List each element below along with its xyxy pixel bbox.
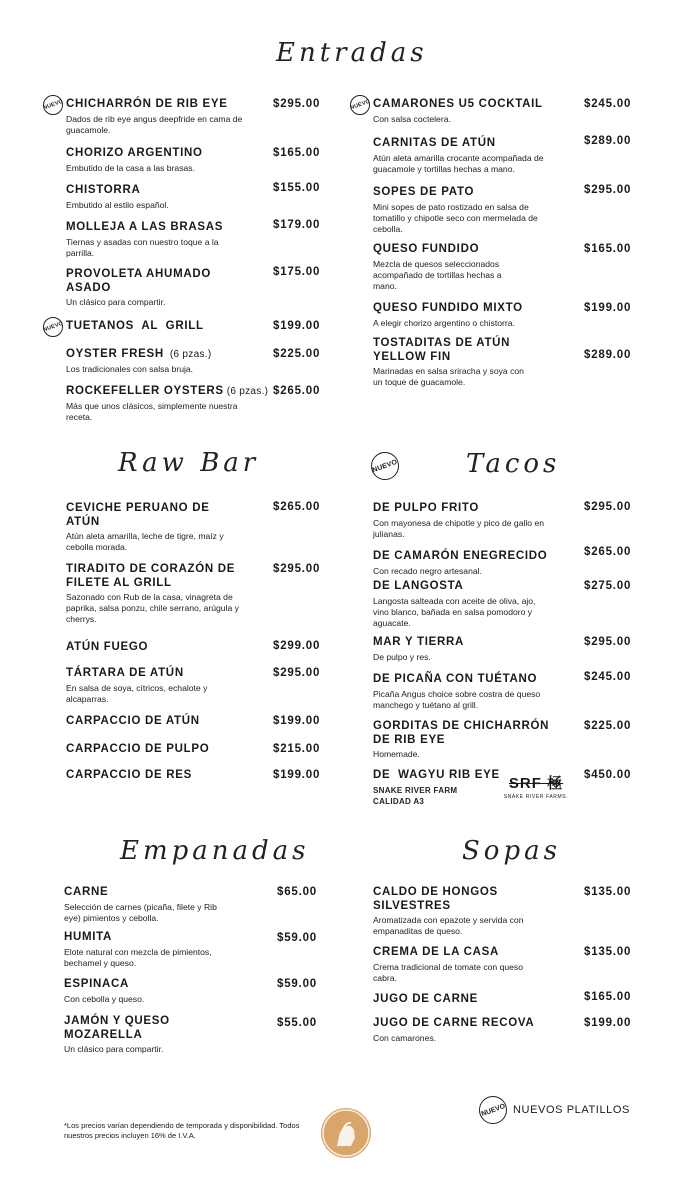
menu-item xyxy=(66,743,266,757)
item-description: Mini sopes de pato rostizado en salsa de tomatillo y chipotle seco con mermelada de cebolla. xyxy=(373,201,538,234)
menu-item xyxy=(66,221,246,259)
item-name: CHISTORRA xyxy=(66,184,141,196)
item-name: DE WAGYU RIB EYE xyxy=(373,769,500,781)
new-badge-icon xyxy=(371,452,399,480)
menu-item xyxy=(66,147,266,174)
section-title-empanadas: Empanadas xyxy=(120,836,310,866)
menu-item xyxy=(373,1017,573,1044)
item-name: CHORIZO ARGENTINO xyxy=(66,147,203,159)
item-price: $165.00 xyxy=(273,147,321,159)
item-name: CALDO DE HONGOS SILVESTRES xyxy=(373,886,498,912)
srf-logo-text: SNAKE RIVER FARMS. xyxy=(503,794,569,800)
item-price: $245.00 xyxy=(584,98,632,110)
item-description: Un clásico para compartir. xyxy=(66,297,166,307)
item-name: QUESO FUNDIDO MIXTO xyxy=(373,302,523,314)
item-description: Sazonado con Rub de la casa, vinagreta de paprika, salsa ponzu, chile serrano, arúgula y cherrys. xyxy=(66,592,239,624)
item-price: $265.00 xyxy=(273,501,321,513)
menu-item xyxy=(373,673,548,711)
item-description: Atún aleta amarilla, leche de tigre, maíz y cebolla morada. xyxy=(66,531,224,552)
item-description: Con camarones. xyxy=(373,1032,437,1043)
menu-item xyxy=(64,931,234,969)
item-description: Elote natural con mezcla de pimientos, bechamel y queso. xyxy=(64,946,212,968)
item-name: MOLLEJA A LAS BRASAS xyxy=(66,221,224,233)
item-description: Embutido de la casa a las brasas. xyxy=(66,162,195,173)
item-price: $135.00 xyxy=(584,886,632,898)
item-name: HUMITA xyxy=(64,931,113,943)
menu-item xyxy=(373,337,533,388)
item-name: TOSTADITAS DE ATÚN YELLOW FIN xyxy=(373,337,511,363)
item-name: CREMA DE LA CASA xyxy=(373,946,499,958)
menu-item xyxy=(66,184,266,211)
menu-item xyxy=(66,769,266,783)
item-price: $199.00 xyxy=(584,1017,632,1029)
item-description: Con recado negro artesanal. xyxy=(373,565,482,576)
item-name: DE CAMARÓN ENEGRECIDO xyxy=(373,550,548,562)
legend-new-dishes xyxy=(479,1096,630,1124)
restaurant-logo-icon xyxy=(321,1108,371,1158)
item-description: De pulpo y res. xyxy=(373,651,431,662)
item-price: $265.00 xyxy=(273,385,321,397)
menu-item xyxy=(66,98,266,136)
new-badge-label: NUEVO xyxy=(42,320,64,334)
new-badge-label: NUEVO xyxy=(42,98,64,112)
item-description: En salsa de soya, cítricos, echalote y alcaparras. xyxy=(66,682,208,704)
item-price: $199.00 xyxy=(584,302,632,314)
menu-item xyxy=(66,502,236,553)
item-name: OYSTER FRESH xyxy=(66,348,164,360)
item-price: $199.00 xyxy=(273,320,321,332)
menu-item xyxy=(373,580,553,629)
section-title-sopas: Sopas xyxy=(462,836,561,866)
item-name: CEVICHE PERUANO DE ATÚN xyxy=(66,502,210,528)
menu-item xyxy=(64,1015,184,1055)
item-name: TÁRTARA DE ATÚN xyxy=(66,667,184,679)
item-name: CARPACCIO DE PULPO xyxy=(66,743,210,755)
menu-item xyxy=(373,636,573,663)
item-price: $199.00 xyxy=(273,715,321,727)
menu-item xyxy=(373,993,573,1007)
item-price: $135.00 xyxy=(584,946,632,958)
item-price: $295.00 xyxy=(584,636,632,648)
item-price: $165.00 xyxy=(584,991,632,1003)
menu-item xyxy=(373,186,553,235)
item-price: $179.00 xyxy=(273,219,321,231)
menu-item xyxy=(66,715,266,729)
item-description: Aromatizada con epazote y servida con empanaditas de queso. xyxy=(373,915,524,936)
item-description: Más que unos clásicos, simplemente nuestra receta. xyxy=(66,400,238,422)
item-price: $299.00 xyxy=(273,640,321,652)
legend-label: NUEVOS PLATILLOS xyxy=(513,1104,630,1116)
item-description: Mezcla de quesos seleccionados acompañado de tortillas hechas a mano. xyxy=(373,258,502,291)
menu-item xyxy=(373,946,533,984)
menu-item xyxy=(373,886,548,937)
item-price: $215.00 xyxy=(273,743,321,755)
item-name: CARNE xyxy=(64,886,109,898)
item-description: Con mayonesa de chipotle y pico de gallo en julianas. xyxy=(373,517,545,539)
menu-item xyxy=(66,268,216,308)
item-name: ATÚN FUEGO xyxy=(66,641,149,653)
srf-logo-mark: SRF 極 xyxy=(508,775,564,792)
item-name: JUGO DE CARNE RECOVA xyxy=(373,1017,535,1029)
item-name: JAMÓN Y QUESO MOZARELLA xyxy=(64,1015,170,1041)
new-badge-icon xyxy=(43,317,63,337)
menu-item xyxy=(66,667,226,705)
item-description: Los tradicionales con salsa bruja. xyxy=(66,363,194,374)
menu-item xyxy=(64,978,264,1005)
item-name: SOPES DE PATO xyxy=(373,186,475,198)
item-price: $225.00 xyxy=(584,720,632,732)
new-badge-label: NUEVO xyxy=(371,458,399,474)
section-title-tacos: Tacos xyxy=(466,449,561,479)
snake-river-farms-logo xyxy=(498,772,574,800)
item-description: Dados de rib eye angus deepfride en cama de guacamole. xyxy=(66,113,243,135)
item-price: $199.00 xyxy=(273,769,321,781)
item-description: Tiernas y asadas con nuestro toque a la parrilla. xyxy=(66,236,219,258)
item-name: CARPACCIO DE RES xyxy=(66,769,192,781)
item-name: DE LANGOSTA xyxy=(373,580,464,592)
item-name: CARNITAS DE ATÚN xyxy=(373,137,496,149)
menu-item xyxy=(66,641,266,655)
item-price: $265.00 xyxy=(584,546,632,558)
item-price: $295.00 xyxy=(273,563,321,575)
menu-item xyxy=(373,502,553,540)
item-name: DE PULPO FRITO xyxy=(373,502,480,514)
item-description: Con salsa coctelera. xyxy=(373,113,451,124)
menu-item xyxy=(373,98,573,125)
item-price: $175.00 xyxy=(273,266,321,278)
item-quantity: (6 pzas.) xyxy=(226,386,269,397)
menu-item xyxy=(373,302,573,329)
item-name: DE PICAÑA CON TUÉTANO xyxy=(373,673,538,685)
item-description: Atún aleta amarilla crocante acompañada de guacamole y tortillas hechas a mano. xyxy=(373,152,544,174)
menu-item xyxy=(373,243,523,292)
item-description: Marinadas en salsa sriracha y soya con un toque de guacamole. xyxy=(373,366,524,387)
item-description: A elegir chorizo argentino o chistorra. xyxy=(373,317,515,328)
item-description: Langosta salteada con aceite de oliva, ajo, vino blanco, bañada en salsa pomodoro y aguacate. xyxy=(373,595,536,628)
item-price: $295.00 xyxy=(584,184,632,196)
menu-item xyxy=(373,769,498,807)
item-name: ESPINACA xyxy=(64,978,130,990)
item-name: CHICHARRÓN DE RIB EYE xyxy=(66,98,228,110)
item-price: $275.00 xyxy=(584,580,632,592)
item-name: GORDITAS DE CHICHARRÓN DE RIB EYE xyxy=(373,720,550,746)
item-price: $295.00 xyxy=(273,98,321,110)
menu-item xyxy=(373,137,553,175)
item-price: $59.00 xyxy=(277,978,317,990)
item-quantity: (6 pzas.) xyxy=(169,349,212,360)
item-description: Con cebolla y queso. xyxy=(64,993,145,1004)
logo-figure-icon xyxy=(321,1108,371,1158)
new-badge-label: NUEVO xyxy=(480,1102,506,1118)
menu-item xyxy=(66,385,271,423)
item-name: TUETANOS AL GRILL xyxy=(66,320,204,332)
item-price: $225.00 xyxy=(273,348,321,360)
section-title-raw-bar: Raw Bar xyxy=(118,448,260,478)
item-description: Selección de carnes (picaña, filete y Rib eye) pimientos y cebolla. xyxy=(64,901,217,923)
section-title-entradas: Entradas xyxy=(276,38,428,68)
item-name: QUESO FUNDIDO xyxy=(373,243,480,255)
new-badge-icon xyxy=(350,95,370,115)
price-footnote: *Los precios varían dependiendo de temporada y disponibilidad. Todos nuestros precios incluyen 16% de I.V.A. xyxy=(64,1121,300,1140)
item-name: PROVOLETA AHUMADO ASADO xyxy=(66,268,211,294)
menu-item xyxy=(66,563,241,625)
item-price: $289.00 xyxy=(584,135,632,147)
item-name: MAR Y TIERRA xyxy=(373,636,465,648)
item-price: $155.00 xyxy=(273,182,321,194)
item-price: $245.00 xyxy=(584,671,632,683)
menu-item xyxy=(66,348,266,375)
item-price: $289.00 xyxy=(584,349,632,361)
new-badge-label: NUEVO xyxy=(349,98,371,112)
item-description: Picaña Angus choice sobre costra de queso manchego y tuétano al grill. xyxy=(373,688,541,710)
menu-item xyxy=(64,886,224,924)
item-price: $450.00 xyxy=(584,769,632,781)
item-name: TIRADITO DE CORAZÓN DE FILETE AL GRILL xyxy=(66,563,236,589)
item-name: JUGO DE CARNE xyxy=(373,993,478,1005)
item-description: SNAKE RIVER FARM CALIDAD A3 xyxy=(373,785,458,806)
item-description: Crema tradicional de tomate con queso cabra. xyxy=(373,961,523,983)
menu-item xyxy=(373,550,573,577)
item-name: CAMARONES U5 COCKTAIL xyxy=(373,98,543,110)
item-price: $295.00 xyxy=(273,667,321,679)
item-price: $65.00 xyxy=(277,886,317,898)
menu-item xyxy=(66,320,266,334)
item-price: $55.00 xyxy=(277,1017,317,1029)
item-name: ROCKEFELLER OYSTERS xyxy=(66,385,224,397)
item-name: CARPACCIO DE ATÚN xyxy=(66,715,200,727)
item-price: $165.00 xyxy=(584,243,632,255)
item-description: Homemade. xyxy=(373,749,420,759)
menu-item xyxy=(373,720,558,760)
new-badge-icon xyxy=(43,95,63,115)
item-price: $295.00 xyxy=(584,501,632,513)
item-description: Embutido al estilo español. xyxy=(66,199,169,210)
item-price: $59.00 xyxy=(277,932,317,944)
item-description: Un clásico para compartir. xyxy=(64,1044,164,1054)
new-badge-icon xyxy=(479,1096,507,1124)
